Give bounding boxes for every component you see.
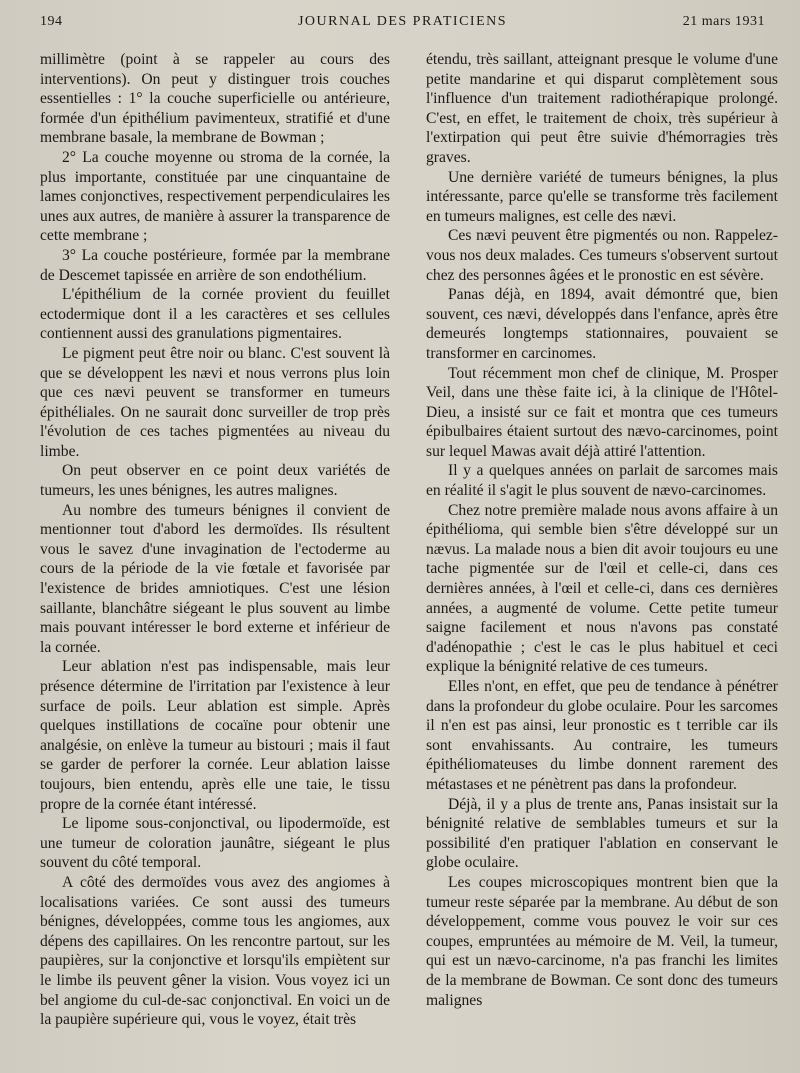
paragraph: On peut observer en ce point deux variétés de tumeurs, les unes bénignes, les autres malignes. bbox=[40, 462, 390, 500]
paragraph: étendu, très saillant, atteignant presque le volume d'une petite mandarine et qui disparut complètement sous l'influence d'un traitement radiothérapique prolongé. C'est, en effet, le traitement de choix, très supérieur à l'extirpation qui peut être suivie d'hémorragies très graves. bbox=[426, 51, 778, 166]
paragraph: Elles n'ont, en effet, que peu de tendance à pénétrer dans la profondeur du globe oculaire. Pour les sarcomes il n'en est pas ainsi, leur pronostic es t terrible car ils sont envahissants. Au contraire, les tumeurs épithéliomateuses du limbe donnent rarement des métastases et ne pénètrent pas dans la profondeur. bbox=[426, 678, 778, 793]
paragraph: Leur ablation n'est pas indispensable, mais leur présence détermine de l'irritation par l'existence à leur surface de poils. Leur ablation est simple. Après quelques instillations de cocaïne pour obtenir une analgésie, on enlève la tumeur au bistouri ; mais il faut se garder de perforer la cornée. Leur ablation laisse toujours, bien entendu, après elle une taie, le tissu propre de la cornée étant intéressé. bbox=[40, 658, 390, 813]
paragraph: Déjà, il y a plus de trente ans, Panas insistait sur la bénignité relative de semblables tumeurs et sur la possibilité d'en pratiquer l'ablation en conservant le globe oculaire. bbox=[426, 795, 778, 872]
paragraph: Au nombre des tumeurs bénignes il convient de mentionner tout d'abord les dermoïdes. Ils résultent vous le savez d'une invagination de l'ectoderme au cours de la période de la vie fœtale et favorisée par l'existence de brides amniotiques. C'est une lésion saillante, blanchâtre siégeant le plus souvent au limbe mais pouvant intéresser le bord externe et inférieur de la cornée. bbox=[40, 501, 390, 656]
issue-date: 21 mars 1931 bbox=[682, 14, 765, 29]
left-column bbox=[40, 50, 390, 1060]
right-column bbox=[426, 50, 778, 1060]
paragraph: Panas déjà, en 1894, avait démontré que, bien souvent, ces nævi, développés dans l'enfance, après être demeurés longtemps stationnaires, pouvaient se transformer en carcinomes. bbox=[426, 286, 778, 362]
running-header bbox=[40, 14, 765, 36]
paragraph: Chez notre première malade nous avons affaire à un épithélioma, qui semble bien s'être développé sur un nævus. La malade nous a bien dit avoir toujours eu une tache pigmentée sur de l'œil et celle-ci, dans ces dernières années, à l'œil et celle-ci, dans ces dernières années, a augmenté de volume. Cette petite tumeur saigne facilement et nous n'avons pas constaté d'adénopathie ; c'est le cas le plus habituel et ceci explique la bénignité relative de ces tumeurs. bbox=[426, 501, 778, 676]
paragraph: Le lipome sous-conjonctival, ou lipodermoïde, est une tumeur de coloration jaunâtre, siégeant le plus souvent du côté temporal. bbox=[40, 815, 390, 872]
paragraph: L'épithélium de la cornée provient du feuillet ectodermique dont il a les caractères et ses cellules contiennent aussi des granulations pigmentaires. bbox=[40, 286, 390, 343]
paragraph: millimètre (point à se rappeler au cours des interventions). On peut y distinguer trois couches essentielles : 1° la couche superficielle ou antérieure, formée d'un épithélium pavimenteux, stratifié et d'une membrane basale, la membrane de Bowman ; bbox=[40, 51, 390, 147]
paragraph: 3° La couche postérieure, formée par la membrane de Descemet tapissée en arrière de son endothélium. bbox=[40, 246, 390, 284]
paragraph: A côté des dermoïdes vous avez des angiomes à localisations variées. Ce sont aussi des tumeurs bénignes, développées, comme tous les angiomes, aux dépens des capillaires. On les rencontre partout, sur les paupières, sur la conjonctive et lorsqu'ils empiètent sur le limbe ils peuvent gêner la vision. Vous voyez ici un bel angiome du cul-de-sac conjonctival. En voici un de la paupière supérieure qui, vous le voyez, était très bbox=[40, 873, 390, 1029]
paragraph: Les coupes microscopiques montrent bien que la tumeur reste séparée par la membrane. Au début de son développement, comme vous pouvez le voir sur ces coupes, empruntées au mémoire de M. Veil, la tumeur, qui est un nævo-carcinome, n'a pas franchi les limites de la membrane de Bowman. Ce sont donc des tumeurs malignes bbox=[426, 873, 778, 1009]
paragraph: Tout récemment mon chef de clinique, M. Prosper Veil, dans une thèse faite ici, à la clinique de l'Hôtel-Dieu, a insisté sur ce fait et montra que ces tumeurs épibulbaires étaient surtout des nævo-carcinomes, point sur lequel Mawas avait déjà attiré l'attention. bbox=[426, 364, 778, 460]
paragraph: Il y a quelques années on parlait de sarcomes mais en réalité il s'agit le plus souvent de nævo-carcinomes. bbox=[426, 462, 778, 500]
paragraph: Une dernière variété de tumeurs bénignes, la plus intéressante, parce qu'elle se transforme très facilement en tumeurs malignes, est celle des nævi. bbox=[426, 168, 778, 225]
paragraph: Ces nævi peuvent être pigmentés ou non. Rappelez-vous nos deux malades. Ces tumeurs s'observent surtout chez des personnes âgées et le pronostic en est sévère. bbox=[426, 227, 778, 284]
journal-title: JOURNAL DES PRATICIENS bbox=[297, 14, 508, 29]
paragraph: 2° La couche moyenne ou stroma de la cornée, la plus importante, constituée par une cinquantaine de lames conjonctives, respectivement perpendiculaires les unes aux autres, de manière à assurer la transparence de cette membrane ; bbox=[40, 148, 390, 245]
paragraph: Le pigment peut être noir ou blanc. C'est souvent là que se développent les nævi et nous verrons plus loin que ces nævi peuvent se transformer en tumeurs épithéliales. On ne saurait donc surveiller de trop près l'évolution de ces taches pigmentées au niveau du limbe. bbox=[40, 344, 390, 460]
page-number: 194 bbox=[40, 14, 63, 29]
